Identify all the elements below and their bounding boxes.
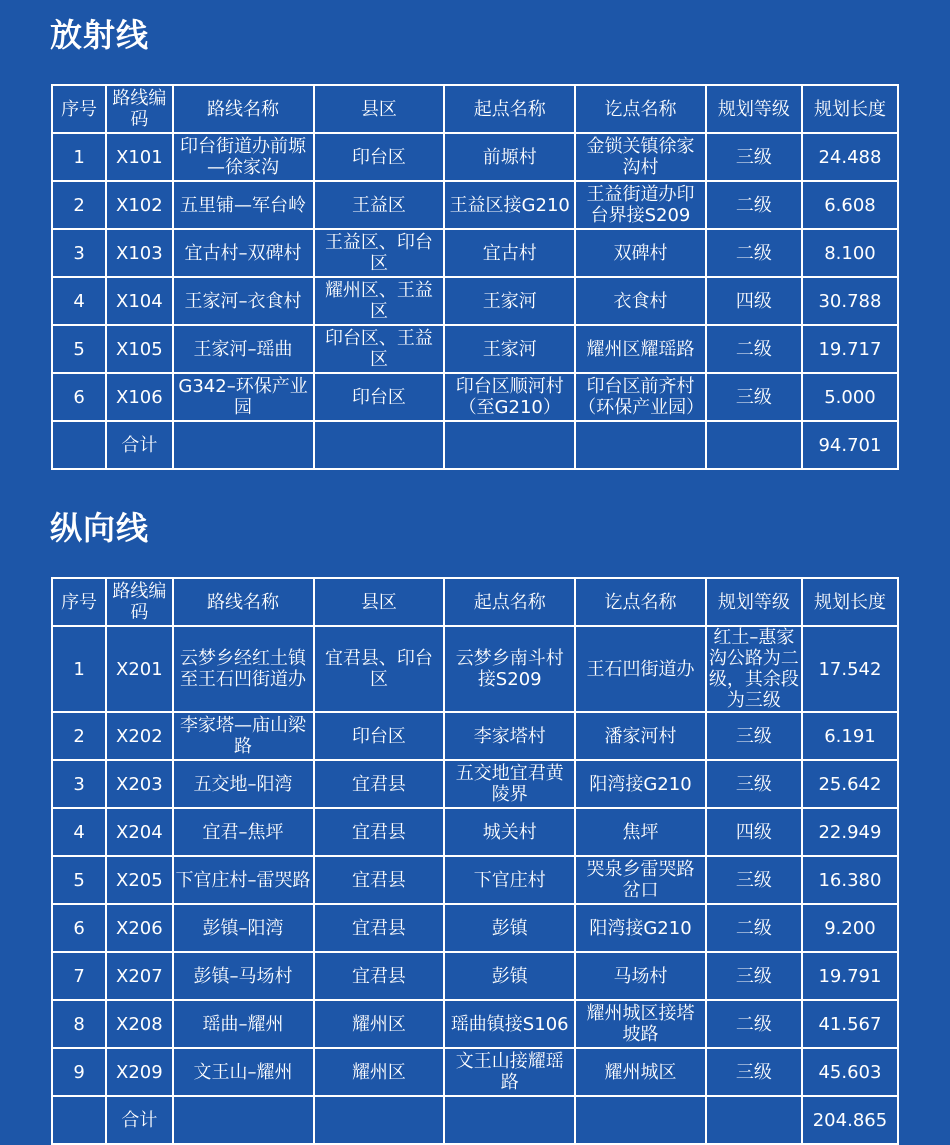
- route-name-cell: [173, 421, 314, 469]
- route-name-cell: 下官庄村–雷哭路: [173, 856, 314, 904]
- end-point-cell: 衣食村: [575, 277, 706, 325]
- route-code-cell: X105: [106, 325, 172, 373]
- total-row: [52, 421, 898, 469]
- table-row: [52, 808, 898, 856]
- planned-length-cell: 16.380: [802, 856, 898, 904]
- header-end-point: 讫点名称: [575, 85, 706, 133]
- planned-length-cell: 30.788: [802, 277, 898, 325]
- table-row: [52, 181, 898, 229]
- table-row: [52, 133, 898, 181]
- county-cell: [314, 1096, 445, 1144]
- route-name-cell: 云梦乡经红土镇至王石凹街道办: [173, 626, 314, 712]
- end-point-cell: 耀州城区: [575, 1048, 706, 1096]
- planned-grade-cell: 三级: [706, 1048, 802, 1096]
- total-length-value: 204.865: [802, 1096, 898, 1144]
- route-code-cell: X202: [106, 712, 172, 760]
- header-serial-no: 序号: [52, 578, 106, 626]
- table-row: [52, 760, 898, 808]
- route-name-cell: 彭镇–阳湾: [173, 904, 314, 952]
- start-point-cell: 彭镇: [444, 904, 575, 952]
- county-cell: 宜君县: [314, 808, 445, 856]
- total-row: [52, 1096, 898, 1144]
- route-name-cell: 印台街道办前塬—徐家沟: [173, 133, 314, 181]
- planned-grade-cell: 二级: [706, 904, 802, 952]
- table-row: [52, 712, 898, 760]
- route-name-cell: 五交地–阳湾: [173, 760, 314, 808]
- county-cell: 印台区: [314, 712, 445, 760]
- route-name-cell: 五里铺—军台岭: [173, 181, 314, 229]
- county-cell: 宜君县、印台区: [314, 626, 445, 712]
- start-point-cell: 瑶曲镇接S106: [444, 1000, 575, 1048]
- serial-no-cell: 3: [52, 760, 106, 808]
- serial-no-cell: 6: [52, 904, 106, 952]
- planned-grade-cell: 四级: [706, 808, 802, 856]
- end-point-cell: 耀州城区接塔坡路: [575, 1000, 706, 1048]
- end-point-cell: 王石凹街道办: [575, 626, 706, 712]
- route-code-cell: X101: [106, 133, 172, 181]
- serial-no-cell: 1: [52, 626, 106, 712]
- start-point-cell: 前塬村: [444, 133, 575, 181]
- header-serial-no: 序号: [52, 85, 106, 133]
- planned-length-cell: 6.191: [802, 712, 898, 760]
- vertical-lines-table: [51, 577, 899, 1145]
- start-point-cell: 云梦乡南斗村接S209: [444, 626, 575, 712]
- route-code-cell: X208: [106, 1000, 172, 1048]
- table-header-row: [52, 85, 898, 133]
- header-route-name: 路线名称: [173, 578, 314, 626]
- planned-length-cell: 22.949: [802, 808, 898, 856]
- planned-grade-cell: 三级: [706, 133, 802, 181]
- start-point-cell: 城关村: [444, 808, 575, 856]
- start-point-cell: [444, 421, 575, 469]
- planned-grade-cell: 三级: [706, 856, 802, 904]
- serial-no-cell: 2: [52, 712, 106, 760]
- end-point-cell: 阳湾接G210: [575, 760, 706, 808]
- serial-no-cell: 6: [52, 373, 106, 421]
- end-point-cell: [575, 421, 706, 469]
- table-row: [52, 1000, 898, 1048]
- header-route-name: 路线名称: [173, 85, 314, 133]
- county-cell: 耀州区: [314, 1048, 445, 1096]
- serial-no-cell: 4: [52, 808, 106, 856]
- county-cell: 宜君县: [314, 904, 445, 952]
- header-planned-grade: 规划等级: [706, 578, 802, 626]
- planned-length-cell: 25.642: [802, 760, 898, 808]
- end-point-cell: 潘家河村: [575, 712, 706, 760]
- route-code-cell: X104: [106, 277, 172, 325]
- serial-no-cell: 7: [52, 952, 106, 1000]
- total-label: 合计: [106, 1096, 172, 1144]
- route-code-cell: X106: [106, 373, 172, 421]
- route-code-cell: X209: [106, 1048, 172, 1096]
- serial-no-cell: [52, 421, 106, 469]
- table-row: [52, 325, 898, 373]
- end-point-cell: 王益街道办印台界接S209: [575, 181, 706, 229]
- start-point-cell: 文王山接耀瑶路: [444, 1048, 575, 1096]
- header-planned-grade: 规划等级: [706, 85, 802, 133]
- serial-no-cell: 8: [52, 1000, 106, 1048]
- planned-grade-cell: 二级: [706, 181, 802, 229]
- planned-grade-cell: 二级: [706, 325, 802, 373]
- county-cell: 宜君县: [314, 760, 445, 808]
- header-planned-length: 规划长度: [802, 85, 898, 133]
- planned-length-cell: 24.488: [802, 133, 898, 181]
- county-cell: 王益区、印台区: [314, 229, 445, 277]
- county-cell: 宜君县: [314, 856, 445, 904]
- planned-grade-cell: [706, 421, 802, 469]
- total-label: 合计: [106, 421, 172, 469]
- route-name-cell: 彭镇–马场村: [173, 952, 314, 1000]
- route-name-cell: 李家塔—庙山梁路: [173, 712, 314, 760]
- table-row: [52, 277, 898, 325]
- planned-grade-cell: 二级: [706, 1000, 802, 1048]
- planned-length-cell: 6.608: [802, 181, 898, 229]
- serial-no-cell: 3: [52, 229, 106, 277]
- header-county: 县区: [314, 578, 445, 626]
- serial-no-cell: 5: [52, 325, 106, 373]
- planned-length-cell: 8.100: [802, 229, 898, 277]
- start-point-cell: 宜古村: [444, 229, 575, 277]
- route-code-cell: X205: [106, 856, 172, 904]
- total-length-value: 94.701: [802, 421, 898, 469]
- start-point-cell: 印台区顺河村（至G210）: [444, 373, 575, 421]
- planned-grade-cell: 三级: [706, 760, 802, 808]
- planned-grade-cell: 四级: [706, 277, 802, 325]
- planned-grade-cell: 三级: [706, 373, 802, 421]
- start-point-cell: 彭镇: [444, 952, 575, 1000]
- route-name-cell: 王家河–衣食村: [173, 277, 314, 325]
- header-start-point: 起点名称: [444, 85, 575, 133]
- route-code-cell: X102: [106, 181, 172, 229]
- planned-grade-cell: [706, 1096, 802, 1144]
- start-point-cell: 下官庄村: [444, 856, 575, 904]
- route-name-cell: 宜古村–双碑村: [173, 229, 314, 277]
- planned-length-cell: 45.603: [802, 1048, 898, 1096]
- route-name-cell: 王家河–瑶曲: [173, 325, 314, 373]
- serial-no-cell: [52, 1096, 106, 1144]
- planned-length-cell: 19.791: [802, 952, 898, 1000]
- serial-no-cell: 2: [52, 181, 106, 229]
- vertical-lines-title: 纵向线: [50, 509, 150, 547]
- serial-no-cell: 9: [52, 1048, 106, 1096]
- county-cell: 耀州区、王益区: [314, 277, 445, 325]
- table-row: [52, 952, 898, 1000]
- route-name-cell: 文王山–耀州: [173, 1048, 314, 1096]
- header-route-code: 路线编码: [106, 578, 172, 626]
- planned-grade-cell: 二级: [706, 229, 802, 277]
- table-row: [52, 626, 898, 712]
- route-code-cell: X206: [106, 904, 172, 952]
- planned-length-cell: 41.567: [802, 1000, 898, 1048]
- route-code-cell: X201: [106, 626, 172, 712]
- end-point-cell: 印台区前齐村（环保产业园）: [575, 373, 706, 421]
- route-code-cell: X204: [106, 808, 172, 856]
- end-point-cell: [575, 1096, 706, 1144]
- county-cell: 印台区、王益区: [314, 325, 445, 373]
- planned-grade-cell: 红土–惠家沟公路为二级，其余段为三级: [706, 626, 802, 712]
- route-code-cell: X103: [106, 229, 172, 277]
- header-county: 县区: [314, 85, 445, 133]
- end-point-cell: 马场村: [575, 952, 706, 1000]
- county-cell: 印台区: [314, 373, 445, 421]
- planned-length-cell: 19.717: [802, 325, 898, 373]
- route-name-cell: [173, 1096, 314, 1144]
- route-code-cell: X203: [106, 760, 172, 808]
- county-cell: 宜君县: [314, 952, 445, 1000]
- end-point-cell: 耀州区耀瑶路: [575, 325, 706, 373]
- route-name-cell: G342–环保产业园: [173, 373, 314, 421]
- table-row: [52, 856, 898, 904]
- route-code-cell: X207: [106, 952, 172, 1000]
- serial-no-cell: 1: [52, 133, 106, 181]
- header-start-point: 起点名称: [444, 578, 575, 626]
- header-end-point: 讫点名称: [575, 578, 706, 626]
- start-point-cell: 王益区接G210: [444, 181, 575, 229]
- table-row: [52, 904, 898, 952]
- end-point-cell: 阳湾接G210: [575, 904, 706, 952]
- end-point-cell: 哭泉乡雷哭路岔口: [575, 856, 706, 904]
- county-cell: 耀州区: [314, 1000, 445, 1048]
- table-header-row: [52, 578, 898, 626]
- serial-no-cell: 4: [52, 277, 106, 325]
- route-name-cell: 瑶曲–耀州: [173, 1000, 314, 1048]
- table-row: [52, 373, 898, 421]
- end-point-cell: 双碑村: [575, 229, 706, 277]
- planned-length-cell: 17.542: [802, 626, 898, 712]
- radial-lines-table: [51, 84, 899, 470]
- planned-grade-cell: 三级: [706, 712, 802, 760]
- end-point-cell: 焦坪: [575, 808, 706, 856]
- serial-no-cell: 5: [52, 856, 106, 904]
- county-cell: 印台区: [314, 133, 445, 181]
- header-route-code: 路线编码: [106, 85, 172, 133]
- start-point-cell: 李家塔村: [444, 712, 575, 760]
- start-point-cell: 王家河: [444, 325, 575, 373]
- start-point-cell: 王家河: [444, 277, 575, 325]
- county-cell: 王益区: [314, 181, 445, 229]
- table-row: [52, 229, 898, 277]
- table-row: [52, 1048, 898, 1096]
- route-name-cell: 宜君–焦坪: [173, 808, 314, 856]
- start-point-cell: [444, 1096, 575, 1144]
- planned-grade-cell: 三级: [706, 952, 802, 1000]
- header-planned-length: 规划长度: [802, 578, 898, 626]
- start-point-cell: 五交地宜君黄陵界: [444, 760, 575, 808]
- county-cell: [314, 421, 445, 469]
- radial-lines-title: 放射线: [50, 16, 150, 54]
- end-point-cell: 金锁关镇徐家沟村: [575, 133, 706, 181]
- planned-length-cell: 9.200: [802, 904, 898, 952]
- planned-length-cell: 5.000: [802, 373, 898, 421]
